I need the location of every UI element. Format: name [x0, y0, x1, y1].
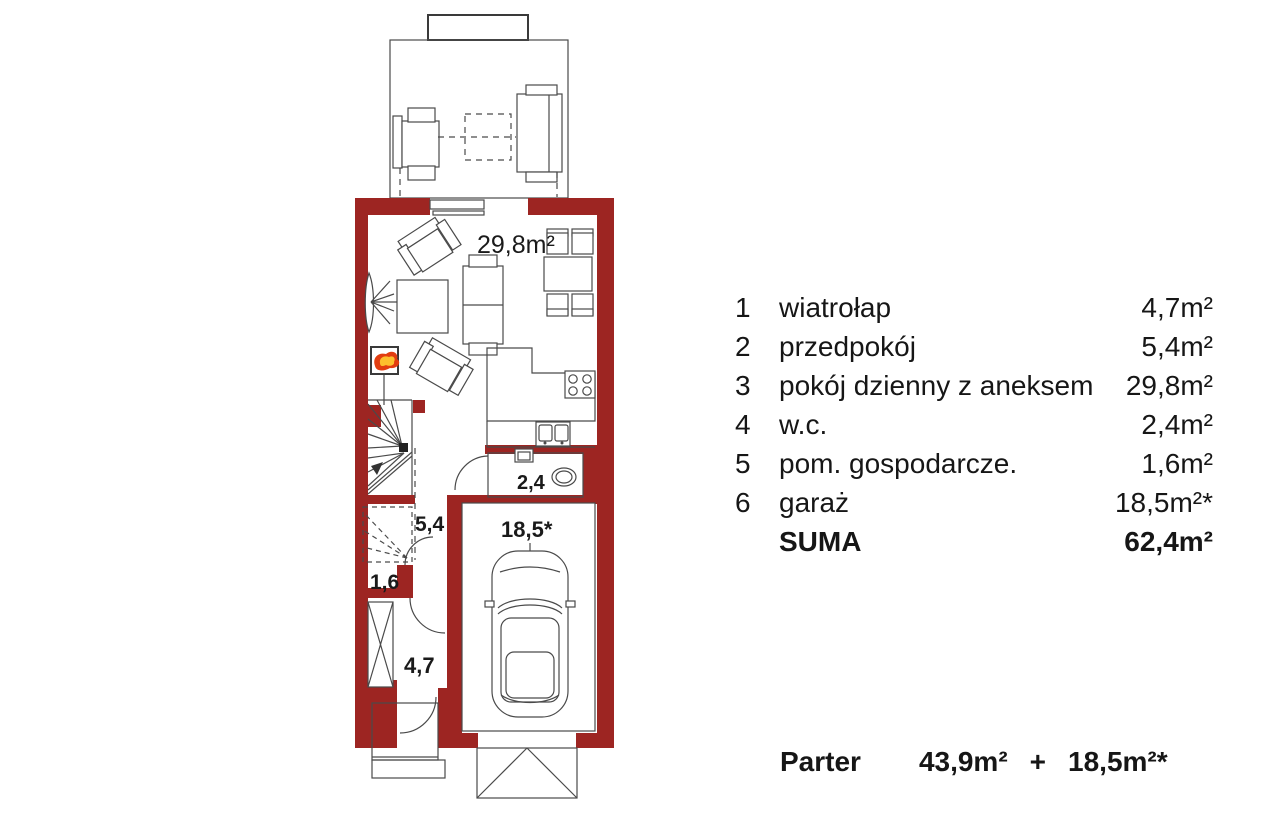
room-number: 6	[735, 486, 751, 518]
suma-value: 62,4m²	[1124, 525, 1213, 557]
room-area: 4,7m²	[1141, 291, 1213, 323]
room-number: 3	[735, 369, 751, 401]
terrace-window	[430, 200, 484, 215]
room-name: przedpokój	[779, 330, 916, 362]
garage-area-label: 18,5*	[501, 517, 553, 542]
room-name: pom. gospodarcze.	[779, 447, 1018, 479]
storage-door	[405, 537, 433, 565]
room-name: wiatrołap	[779, 291, 892, 323]
wc-door	[455, 456, 488, 490]
room-area: 1,6m²	[1141, 447, 1213, 479]
room-number: 4	[735, 408, 751, 440]
room-name: w.c.	[779, 408, 828, 440]
legend-row	[735, 405, 1213, 444]
legend-row	[735, 444, 1213, 483]
room-area: 2,4m²	[1141, 408, 1213, 440]
suma-label: SUMA	[779, 525, 862, 557]
garage	[462, 503, 595, 798]
terrace-sofa	[517, 85, 562, 182]
floor-total-label: Parter	[780, 746, 861, 777]
toilet-icon	[552, 468, 576, 486]
understair-storage	[363, 507, 412, 562]
terrace-step	[428, 15, 528, 40]
stove-icon	[565, 371, 595, 398]
legend-row	[735, 288, 1213, 327]
driveway	[477, 748, 577, 798]
wc-area-label: 2,4	[517, 472, 545, 494]
floor-total-plus: +	[1029, 746, 1047, 777]
room-area: 5,4m²	[1141, 330, 1213, 362]
legend-row	[735, 327, 1213, 366]
room-name: garaż	[779, 486, 850, 518]
room-number: 2	[735, 330, 751, 362]
sofa	[463, 255, 503, 355]
legend-row	[735, 366, 1213, 405]
terrace	[390, 15, 568, 198]
sink-icon	[536, 422, 570, 446]
legend-suma-row	[735, 522, 1213, 561]
room-area: 29,8m²	[1125, 369, 1213, 401]
stair-post	[399, 443, 408, 452]
stair-arrow	[371, 462, 383, 475]
hall-area-label: 5,4	[415, 513, 445, 536]
vestibule-area-label: 4,7	[404, 653, 435, 678]
room-number: 1	[735, 291, 751, 323]
armchair	[394, 214, 462, 277]
car-icon	[485, 543, 575, 717]
tv-icon	[365, 273, 397, 332]
wardrobe-icon	[368, 602, 393, 687]
floor-total-main: 43,9m²	[918, 746, 1008, 777]
fireplace-icon	[371, 347, 399, 405]
kitchen	[487, 348, 595, 447]
storage-area-label: 1,6	[370, 571, 400, 594]
room-area: 18,5m²*	[1114, 486, 1213, 518]
room-legend	[735, 288, 1213, 561]
vestibule-door	[410, 598, 445, 633]
legend-row	[735, 483, 1213, 522]
coffee-table	[397, 280, 448, 333]
living-area-label: 29,8m²	[477, 231, 555, 259]
wc-sink-icon	[515, 449, 533, 462]
floor-total-extra: 18,5m²*	[1068, 746, 1168, 777]
room-name: pokój dzienny z aneksem	[779, 369, 1094, 401]
room-number: 5	[735, 447, 751, 479]
floor-total	[780, 746, 1168, 778]
